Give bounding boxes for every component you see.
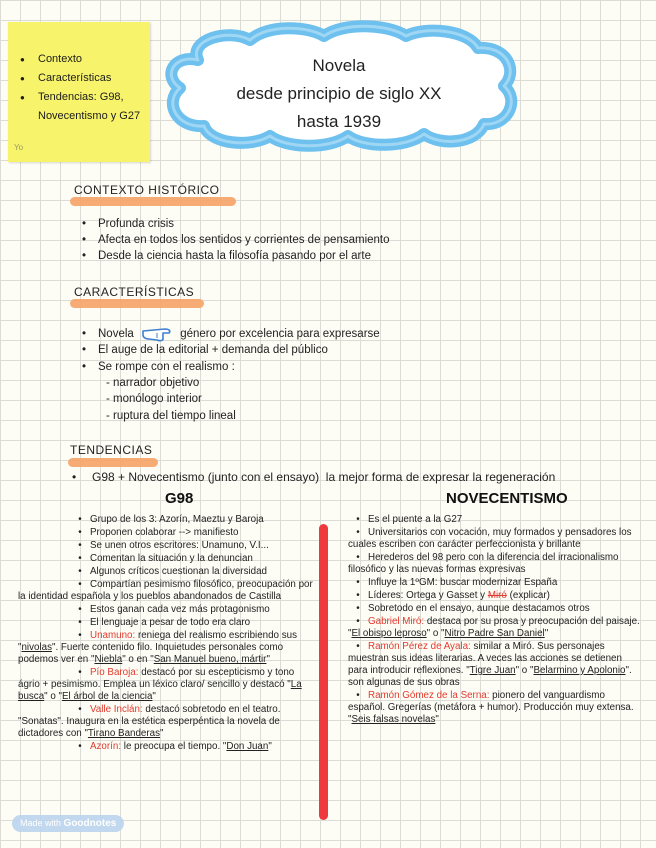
tendencias-line: • G98 + Novecentismo (junto con el ensayo) la mejor forma de expresar la regeneración (72, 470, 556, 484)
g98-author-valle: • Valle Inclán: destacó sobretodo en el teatro. "Sonatas". Inaugura en la estética esperpéntica la novela de dictadores con "Tirano Banderas" (18, 704, 281, 739)
sticky-author: Yo (14, 143, 24, 152)
g98-item: • Se unen otros escritores: Unamuno, V.I... (78, 540, 269, 551)
g98-author-unamuno: • Unamuno: reniega del realismo escribiendo sus "nivolas". Fuerte contenido filo. Inquietudes personales como podemos ver en "Niebla" o en "San Manuel bueno, mártir" (18, 630, 297, 665)
g98-item: • Grupo de los 3: Azorín, Maeztu y Baroja (78, 514, 264, 525)
list-item: • Se rompe con el realismo : (76, 359, 380, 375)
g98-item: • El lenguaje a pesar de todo era claro (78, 617, 251, 628)
nov-author-miro: • Gabriel Miró: destaca por su prosa y preocupación del paisaje. "El obispo leproso" o "Nitro Padre San Daniel" (348, 616, 640, 639)
g98-item: • Algunos críticos cuestionan la diversidad (78, 566, 267, 577)
g98-author-azorin: • Azorín: le preocupa el tiempo. "Don Juan" (78, 741, 272, 752)
heading-contexto: CONTEXTO HISTÓRICO (74, 183, 220, 197)
novecentismo-column (348, 514, 644, 727)
heading-tendencias: TENDENCIAS (70, 443, 153, 457)
nov-author-ayala: • Ramón Pérez de Ayala: similar a Miró. Sus personajes muestran sus ideas literarias. A veces las acciones se detienen para introducir reflexiones. "Tigre Juan" o "Belarmino y Apolonio". son algunas de sus obras (348, 641, 632, 688)
list-item: • Afecta en todos los sentidos y corrientes de pensamiento (76, 232, 390, 248)
g98-column (18, 514, 318, 754)
column-divider (319, 524, 328, 820)
g98-item: • Compartían pesimismo filosófico, preocupación por la identidad española y los pueblos abandonados de Castilla (18, 579, 313, 602)
caracteristicas-list (76, 326, 380, 424)
sticky-note (8, 22, 150, 162)
sticky-item: ● Tendencias: G98, Novecentismo y G27 (18, 88, 148, 126)
sub-item: - monólogo interior (106, 393, 202, 406)
g98-item: • Proponen colaborar --> manifiesto (78, 527, 239, 538)
sticky-item: ● Contexto (18, 50, 148, 69)
title-line: desde principio de siglo XX (236, 84, 442, 103)
heading-highlight (68, 458, 158, 467)
title-line: Novela (312, 56, 366, 75)
list-item: • Desde la ciencia hasta la filosofía pasando por el arte (76, 248, 390, 264)
page-title (198, 52, 480, 136)
sticky-list (18, 50, 148, 126)
sub-item: - narrador objetivo (106, 376, 200, 389)
list-item: • Novela género por excelencia para expresarse (76, 326, 380, 342)
goodnotes-watermark: Made with Goodnotes (12, 815, 124, 832)
g98-heading: G98 (165, 490, 194, 507)
g98-item: • Comentan la situación y la denuncian (78, 553, 253, 564)
nov-item: • Universitarios con vocación, muy formados y pensadores los cuales escriben con carácter perfeccionista y brillante (348, 527, 632, 550)
nov-item: • Herederos del 98 pero con la diferencia del irracionalismo filosófico y las nuevas formas expresivas (348, 552, 619, 575)
nov-author-gomez: • Ramón Gómez de la Serna: pionero del vanguardismo español. Gregerías (metáfora + humor). Producción muy extensa. "Seis falsas novelas" (348, 690, 634, 725)
nov-item: • Sobretodo en el ensayo, aunque destacamos otros (356, 603, 590, 614)
sticky-item: ● Características (18, 69, 148, 88)
heading-highlight (70, 197, 236, 206)
sub-item: - ruptura del tiempo lineal (106, 409, 236, 422)
pointing-hand-icon (141, 326, 175, 342)
nov-item: • Influye la 1ºGM: buscar modernizar España (356, 577, 558, 588)
nov-item: • Es el puente a la G27 (356, 514, 463, 525)
g98-item: • Estos ganan cada vez más protagonismo (78, 604, 270, 615)
list-item: • El auge de la editorial + demanda del público (76, 342, 380, 358)
g98-author-baroja: • Pío Baroja: destacó por su escepticismo y tono ágrio + pesimismo. Emplea un léxico claro/ sencillo y destacó "La busca" o "El árbol de la ciencia" (18, 667, 302, 702)
heading-highlight (70, 299, 204, 308)
nov-item: • Líderes: Ortega y Gasset y Miró (explicar) (356, 590, 550, 601)
heading-caracteristicas: CARACTERÍSTICAS (74, 285, 195, 299)
list-item: • Profunda crisis (76, 216, 390, 232)
title-line: hasta 1939 (296, 112, 382, 131)
contexto-list (76, 216, 390, 264)
novecentismo-heading: NOVECENTISMO (446, 490, 568, 507)
